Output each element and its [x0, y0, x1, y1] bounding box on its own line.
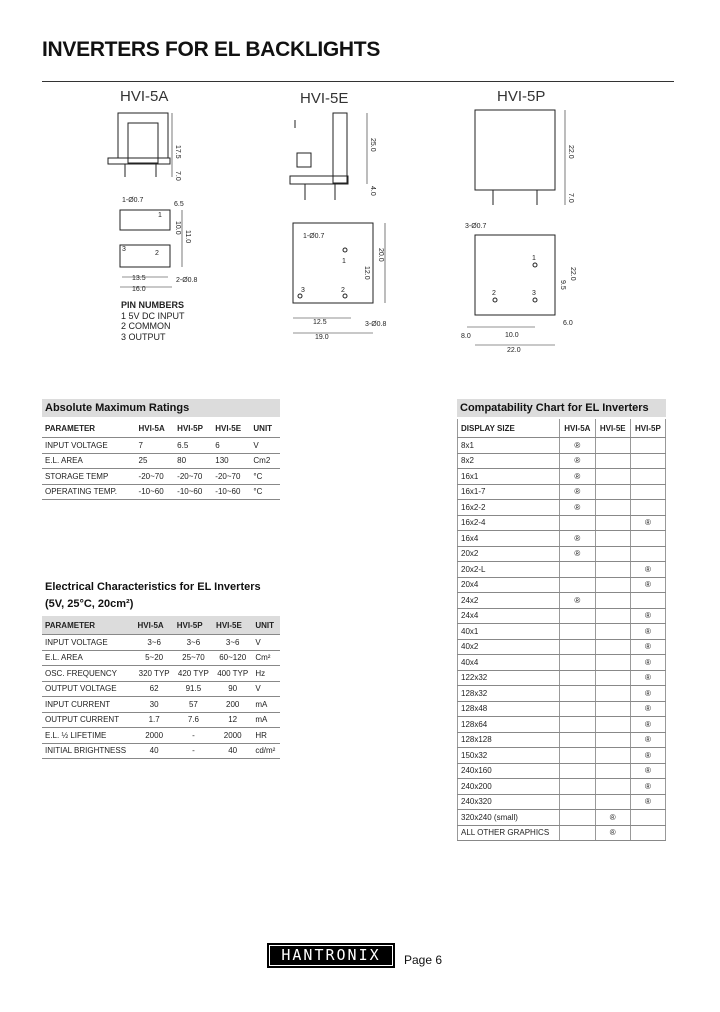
- cell: 30: [134, 697, 173, 713]
- cell: 6: [212, 438, 250, 454]
- compat-mark-cell: ®: [630, 577, 665, 593]
- compat-mark-cell: [560, 763, 596, 779]
- display-size-cell: 8x1: [458, 438, 560, 454]
- table-row: [42, 469, 280, 485]
- cell: 6.5: [174, 438, 212, 454]
- page-title: INVERTERS FOR EL BACKLIGHTS: [42, 38, 381, 61]
- dim-text: 7.0: [567, 193, 574, 203]
- compat-mark-cell: [595, 546, 630, 562]
- cell: 3~6: [213, 635, 252, 651]
- dim-text: 1-Ø0.7: [303, 233, 325, 240]
- cell: HR: [252, 728, 280, 744]
- col-header: HVI-5P: [174, 419, 212, 438]
- compat-mark-cell: [595, 593, 630, 609]
- col-header: HVI-5P: [630, 419, 665, 438]
- cell: -: [174, 728, 213, 744]
- compat-mark-cell: ®: [630, 515, 665, 531]
- col-header: HVI-5A: [136, 419, 175, 438]
- compat-mark-cell: [560, 624, 596, 640]
- cell: 3~6: [134, 635, 173, 651]
- compat-mark-cell: [595, 484, 630, 500]
- display-size-cell: 16x1-7: [458, 484, 560, 500]
- abs-max-title: Absolute Maximum Ratings: [42, 399, 280, 417]
- compat-mark-cell: ®: [595, 810, 630, 826]
- compat-mark-cell: [630, 810, 665, 826]
- cell: V: [252, 635, 280, 651]
- dim-text: 9.5: [559, 280, 566, 290]
- compat-mark-cell: [630, 825, 665, 841]
- dim-text: 19.0: [315, 334, 329, 341]
- abs-max-section: [42, 399, 280, 500]
- col-header: UNIT: [252, 616, 280, 635]
- table-row: [42, 712, 280, 728]
- compat-mark-cell: [560, 639, 596, 655]
- hvi5p-label: HVI-5P: [497, 88, 546, 105]
- dim-text: 4.0: [369, 186, 376, 196]
- compat-mark-cell: [560, 608, 596, 624]
- compat-table: [457, 419, 666, 841]
- dim-text: 13.5: [132, 275, 146, 282]
- cell: -20~70: [212, 469, 250, 485]
- display-size-cell: 24x2: [458, 593, 560, 609]
- display-size-cell: 240x200: [458, 779, 560, 795]
- page-number: Page 6: [404, 953, 443, 967]
- compat-mark-cell: ®: [630, 748, 665, 764]
- cell: 2000: [213, 728, 252, 744]
- table-row: [42, 438, 280, 454]
- display-size-cell: 240x160: [458, 763, 560, 779]
- display-size-cell: 128x48: [458, 701, 560, 717]
- dim-text: 1: [342, 258, 346, 265]
- table-row: [458, 639, 666, 655]
- display-size-cell: 8x2: [458, 453, 560, 469]
- cell: V: [252, 681, 280, 697]
- col-header: HVI-5P: [174, 616, 213, 635]
- col-header: DISPLAY SIZE: [458, 419, 560, 438]
- display-size-cell: 20x2-L: [458, 562, 560, 578]
- dim-text: 1-Ø0.7: [122, 197, 144, 204]
- compat-mark-cell: [630, 531, 665, 547]
- table-row: [42, 635, 280, 651]
- cell: mA: [252, 712, 280, 728]
- display-size-cell: 16x2-4: [458, 515, 560, 531]
- cell: mA: [252, 697, 280, 713]
- compat-mark-cell: [560, 748, 596, 764]
- elec-table: [42, 616, 280, 759]
- table-row: [42, 650, 280, 666]
- compat-mark-cell: [560, 794, 596, 810]
- compat-mark-cell: ®: [630, 779, 665, 795]
- cell: 25: [136, 453, 175, 469]
- compat-mark-cell: [595, 608, 630, 624]
- table-row: [458, 732, 666, 748]
- compat-mark-cell: ®: [595, 825, 630, 841]
- compat-mark-cell: [560, 670, 596, 686]
- compat-mark-cell: [560, 717, 596, 733]
- compat-mark-cell: ®: [630, 562, 665, 578]
- compat-mark-cell: ®: [560, 438, 596, 454]
- compat-mark-cell: [595, 779, 630, 795]
- compat-mark-cell: ®: [560, 531, 596, 547]
- display-size-cell: 40x2: [458, 639, 560, 655]
- hvi5a-label: HVI-5A: [120, 88, 169, 105]
- table-row: [458, 531, 666, 547]
- cell: 7: [136, 438, 175, 454]
- cell: 130: [212, 453, 250, 469]
- table-row: [42, 697, 280, 713]
- compat-mark-cell: [595, 639, 630, 655]
- cell: INPUT VOLTAGE: [42, 438, 136, 454]
- table-row: [458, 453, 666, 469]
- compat-mark-cell: [560, 732, 596, 748]
- dim-text: 1: [532, 255, 536, 262]
- compat-mark-cell: ®: [560, 453, 596, 469]
- compat-mark-cell: [595, 515, 630, 531]
- table-row: [42, 666, 280, 682]
- compat-mark-cell: [595, 438, 630, 454]
- cell: °C: [250, 469, 280, 485]
- display-size-cell: 122x32: [458, 670, 560, 686]
- compat-mark-cell: ®: [630, 608, 665, 624]
- compat-mark-cell: [630, 469, 665, 485]
- compat-mark-cell: ®: [560, 546, 596, 562]
- compat-mark-cell: ®: [560, 469, 596, 485]
- dim-text: 6.5: [174, 201, 184, 208]
- table-row: [458, 748, 666, 764]
- compat-mark-cell: ®: [560, 484, 596, 500]
- cell: Cm2: [250, 453, 280, 469]
- dim-text: 2: [155, 250, 159, 257]
- dim-text: 7.0: [174, 171, 181, 181]
- compat-section: [457, 399, 666, 841]
- table-row: [458, 624, 666, 640]
- display-size-cell: 24x4: [458, 608, 560, 624]
- compat-mark-cell: [595, 453, 630, 469]
- display-size-cell: 128x32: [458, 686, 560, 702]
- display-size-cell: ALL OTHER GRAPHICS: [458, 825, 560, 841]
- compat-mark-cell: [595, 717, 630, 733]
- compat-mark-cell: [560, 577, 596, 593]
- hvi5e-drawing: [285, 108, 395, 343]
- col-header: UNIT: [250, 419, 280, 438]
- cell: 1.7: [134, 712, 173, 728]
- cell: INPUT CURRENT: [42, 697, 134, 713]
- table-row: [458, 546, 666, 562]
- cell: 320 TYP: [134, 666, 173, 682]
- pin-item: 3 OUTPUT: [121, 331, 166, 342]
- table-row: [458, 701, 666, 717]
- dim-text: 22.0: [507, 347, 521, 354]
- table-row: [458, 810, 666, 826]
- compat-mark-cell: ®: [630, 624, 665, 640]
- compat-mark-cell: [560, 515, 596, 531]
- dim-text: 10.0: [174, 221, 181, 235]
- hvi5p-drawing: [455, 105, 595, 355]
- dim-text: 8.0: [461, 333, 471, 340]
- table-row: [458, 717, 666, 733]
- cell: INPUT VOLTAGE: [42, 635, 134, 651]
- cell: -10~60: [136, 484, 175, 500]
- compat-mark-cell: ®: [630, 686, 665, 702]
- dim-text: 1: [158, 212, 162, 219]
- table-row: [458, 438, 666, 454]
- dim-text: 12.0: [363, 266, 370, 280]
- table-row: [458, 593, 666, 609]
- display-size-cell: 16x1: [458, 469, 560, 485]
- cell: E.L. AREA: [42, 453, 136, 469]
- table-row: [42, 728, 280, 744]
- dim-text: 20.0: [377, 248, 384, 262]
- hantronix-logo: HANTRONIX: [267, 943, 395, 968]
- table-row: [42, 484, 280, 500]
- dim-text: 2: [341, 287, 345, 294]
- compat-mark-cell: ®: [560, 500, 596, 516]
- col-header: PARAMETER: [42, 616, 134, 635]
- title-rule: [42, 81, 674, 82]
- cell: 400 TYP: [213, 666, 252, 682]
- table-row: [458, 515, 666, 531]
- compat-mark-cell: ®: [630, 732, 665, 748]
- cell: 60~120: [213, 650, 252, 666]
- hvi5e-label: HVI-5E: [300, 90, 349, 107]
- compat-mark-cell: ®: [630, 701, 665, 717]
- compat-mark-cell: ®: [630, 670, 665, 686]
- col-header: HVI-5E: [595, 419, 630, 438]
- cell: Hz: [252, 666, 280, 682]
- dim-text: 16.0: [132, 286, 146, 293]
- cell: 7.6: [174, 712, 213, 728]
- display-size-cell: 150x32: [458, 748, 560, 764]
- table-row: [458, 763, 666, 779]
- cell: Cm²: [252, 650, 280, 666]
- cell: V: [250, 438, 280, 454]
- pin-numbers-heading: PIN NUMBERS: [121, 300, 185, 310]
- table-row: [458, 794, 666, 810]
- cell: 12: [213, 712, 252, 728]
- compat-title: Compatability Chart for EL Inverters: [457, 399, 666, 417]
- cell: 91.5: [174, 681, 213, 697]
- compat-mark-cell: [595, 500, 630, 516]
- compat-mark-cell: ®: [560, 593, 596, 609]
- table-row: [458, 825, 666, 841]
- display-size-cell: 128x64: [458, 717, 560, 733]
- cell: 80: [174, 453, 212, 469]
- col-header: HVI-5A: [134, 616, 173, 635]
- cell: OUTPUT CURRENT: [42, 712, 134, 728]
- table-row: [458, 484, 666, 500]
- dim-text: 2: [492, 290, 496, 297]
- cell: cd/m²: [252, 743, 280, 759]
- table-row: [42, 681, 280, 697]
- compat-mark-cell: [595, 562, 630, 578]
- display-size-cell: 16x2-2: [458, 500, 560, 516]
- compat-mark-cell: [595, 670, 630, 686]
- table-row: [458, 469, 666, 485]
- elec-title: Electrical Characteristics for EL Inverters: [45, 581, 261, 593]
- compat-mark-cell: [630, 500, 665, 516]
- cell: 57: [174, 697, 213, 713]
- display-size-cell: 320x240 (small): [458, 810, 560, 826]
- compat-mark-cell: [595, 763, 630, 779]
- dim-text: 17.5: [174, 145, 181, 159]
- cell: °C: [250, 484, 280, 500]
- compat-mark-cell: [560, 701, 596, 717]
- compat-mark-cell: [630, 593, 665, 609]
- dim-text: 22.0: [567, 145, 574, 159]
- cell: -10~60: [212, 484, 250, 500]
- compat-mark-cell: [595, 577, 630, 593]
- dim-text: 22.0: [569, 267, 576, 281]
- cell: -20~70: [174, 469, 212, 485]
- dim-text: 3-Ø0.8: [365, 321, 387, 328]
- cell: 62: [134, 681, 173, 697]
- compat-mark-cell: [595, 748, 630, 764]
- dim-text: 3: [532, 290, 536, 297]
- display-size-cell: 20x4: [458, 577, 560, 593]
- cell: 3~6: [174, 635, 213, 651]
- cell: -: [174, 743, 213, 759]
- compat-mark-cell: [595, 686, 630, 702]
- table-row: [458, 670, 666, 686]
- pin-numbers: [121, 300, 185, 342]
- compat-mark-cell: [595, 624, 630, 640]
- compat-mark-cell: ®: [630, 717, 665, 733]
- pin-item: 1 5V DC INPUT: [121, 310, 185, 321]
- compat-mark-cell: [560, 655, 596, 671]
- dim-text: 6.0: [563, 320, 573, 327]
- compat-mark-cell: ®: [630, 655, 665, 671]
- display-size-cell: 20x2: [458, 546, 560, 562]
- table-row: [458, 655, 666, 671]
- cell: 200: [213, 697, 252, 713]
- pin-item: 2 COMMON: [121, 321, 171, 331]
- dim-text: 11.0: [184, 230, 191, 244]
- elec-subtitle: (5V, 25°C, 20cm²): [45, 598, 134, 610]
- dim-text: 25.0: [369, 138, 376, 152]
- compat-mark-cell: [595, 732, 630, 748]
- elec-section: [42, 578, 280, 759]
- table-row: [458, 779, 666, 795]
- display-size-cell: 40x4: [458, 655, 560, 671]
- cell: 40: [213, 743, 252, 759]
- abs-max-table: [42, 419, 280, 500]
- cell: OUTPUT VOLTAGE: [42, 681, 134, 697]
- table-row: [458, 562, 666, 578]
- compat-mark-cell: [595, 469, 630, 485]
- cell: E.L. ½ LIFETIME: [42, 728, 134, 744]
- dim-text: 12.5: [313, 319, 327, 326]
- compat-mark-cell: [560, 825, 596, 841]
- table-row: [42, 743, 280, 759]
- cell: INITIAL BRIGHTNESS: [42, 743, 134, 759]
- cell: 420 TYP: [174, 666, 213, 682]
- compat-mark-cell: [560, 810, 596, 826]
- col-header: HVI-5E: [212, 419, 250, 438]
- col-header: HVI-5E: [213, 616, 252, 635]
- compat-mark-cell: ®: [630, 763, 665, 779]
- cell: 2000: [134, 728, 173, 744]
- table-row: [458, 608, 666, 624]
- compat-mark-cell: [560, 779, 596, 795]
- compat-mark-cell: ®: [630, 794, 665, 810]
- display-size-cell: 128x128: [458, 732, 560, 748]
- dim-text: 3: [122, 246, 126, 253]
- cell: OSC. FREQUENCY: [42, 666, 134, 682]
- compat-mark-cell: [560, 686, 596, 702]
- col-header: HVI-5A: [560, 419, 596, 438]
- table-row: [458, 500, 666, 516]
- hvi5a-drawing: [100, 105, 210, 305]
- col-header: PARAMETER: [42, 419, 136, 438]
- cell: 25~70: [174, 650, 213, 666]
- table-row: [458, 577, 666, 593]
- compat-mark-cell: [595, 655, 630, 671]
- cell: 5~20: [134, 650, 173, 666]
- dim-text: 3: [301, 287, 305, 294]
- dim-text: 10.0: [505, 332, 519, 339]
- cell: 90: [213, 681, 252, 697]
- display-size-cell: 16x4: [458, 531, 560, 547]
- compat-mark-cell: ®: [630, 639, 665, 655]
- compat-mark-cell: [630, 546, 665, 562]
- compat-mark-cell: [595, 794, 630, 810]
- compat-mark-cell: [630, 484, 665, 500]
- table-row: [458, 686, 666, 702]
- cell: OPERATING TEMP.: [42, 484, 136, 500]
- compat-mark-cell: [630, 453, 665, 469]
- display-size-cell: 40x1: [458, 624, 560, 640]
- compat-mark-cell: [630, 438, 665, 454]
- cell: 40: [134, 743, 173, 759]
- compat-mark-cell: [595, 531, 630, 547]
- compat-mark-cell: [595, 701, 630, 717]
- dim-text: 2-Ø0.8: [176, 277, 198, 284]
- cell: E.L. AREA: [42, 650, 134, 666]
- compat-mark-cell: [560, 562, 596, 578]
- display-size-cell: 240x320: [458, 794, 560, 810]
- cell: STORAGE TEMP: [42, 469, 136, 485]
- table-row: [42, 453, 280, 469]
- cell: -10~60: [174, 484, 212, 500]
- dim-text: 3-Ø0.7: [465, 223, 487, 230]
- cell: -20~70: [136, 469, 175, 485]
